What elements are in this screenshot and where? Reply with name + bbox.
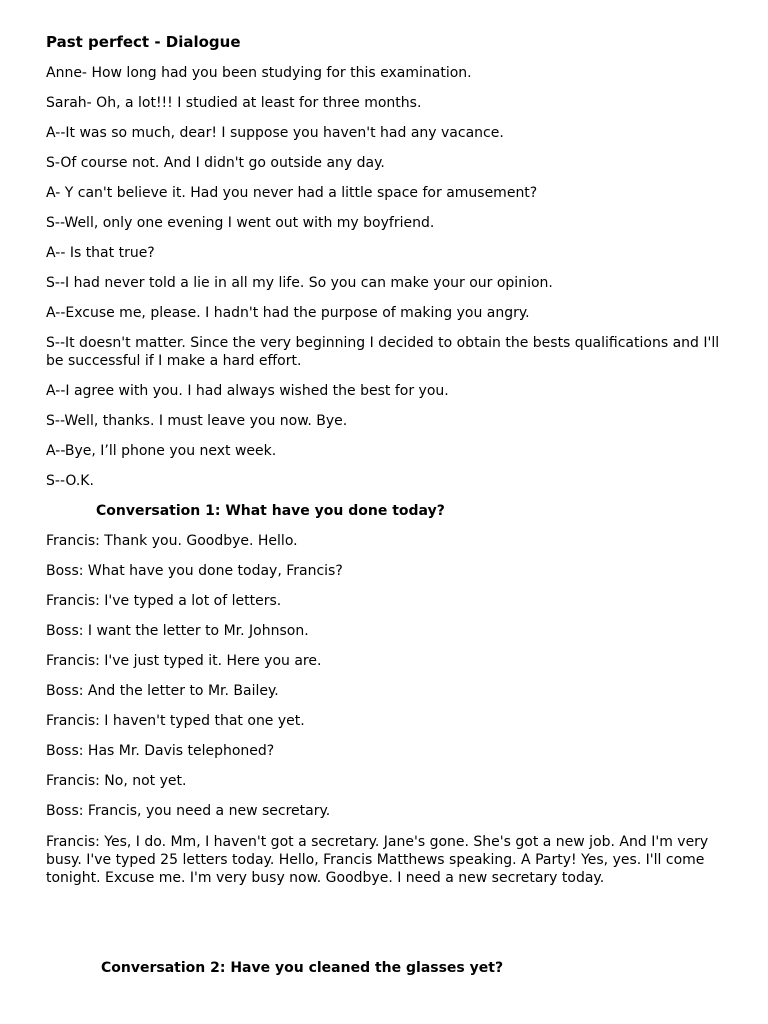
conversation-line: Boss: Francis, you need a new secretary. — [46, 803, 331, 819]
dialogue-line: Sarah- Oh, a lot!!! I studied at least for three months. — [46, 95, 422, 111]
conversation-line: Boss: And the letter to Mr. Bailey. — [46, 683, 279, 699]
conversation-line: Francis: No, not yet. — [46, 773, 187, 789]
dialogue-line: Anne- How long had you been studying for this examination. — [46, 65, 472, 81]
conversation-1-heading: Conversation 1: What have you done today? — [96, 503, 445, 519]
conversation-2-heading: Conversation 2: Have you cleaned the glasses yet? — [101, 960, 504, 976]
dialogue-line: S--Well, only one evening I went out with my boyfriend. — [46, 215, 435, 231]
dialogue-line: A--It was so much, dear! I suppose you haven't had any vacance. — [46, 125, 504, 141]
dialogue-line: A--I agree with you. I had always wished the best for you. — [46, 383, 449, 399]
dialogue-line: A-- Is that true? — [46, 245, 155, 261]
dialogue-line: S--I had never told a lie in all my life. So you can make your our opinion. — [46, 275, 553, 291]
dialogue-line: S--O.K. — [46, 473, 94, 489]
conversation-line: Francis: Yes, I do. Mm, I haven't got a secretary. Jane's gone. She's got a new job. And I'm very busy. I've typed 25 letters today. Hello, Francis Matthews speaking. A Party! Yes, yes. I'll come tonight. Excuse me. I'm very busy now. Goodbye. I need a new secretary today. — [46, 834, 709, 886]
dialogue-line: A--Excuse me, please. I hadn't had the purpose of making you angry. — [46, 305, 530, 321]
page-title: Past perfect - Dialogue — [46, 33, 241, 51]
conversation-line: Francis: I've typed a lot of letters. — [46, 593, 282, 609]
dialogue-line: A--Bye, I’ll phone you next week. — [46, 443, 277, 459]
conversation-line: Francis: I haven't typed that one yet. — [46, 713, 305, 729]
conversation-line: Boss: What have you done today, Francis? — [46, 563, 343, 579]
conversation-line: Francis: Thank you. Goodbye. Hello. — [46, 533, 298, 549]
dialogue-line: S--Well, thanks. I must leave you now. Bye. — [46, 413, 348, 429]
conversation-line: Boss: Has Mr. Davis telephoned? — [46, 743, 275, 759]
dialogue-line: S--It doesn't matter. Since the very beginning I decided to obtain the bests qualifications and I'll be successful if I make a hard effort. — [46, 335, 720, 369]
conversation-line: Boss: I want the letter to Mr. Johnson. — [46, 623, 309, 639]
dialogue-line: S-Of course not. And I didn't go outside any day. — [46, 155, 385, 171]
dialogue-line: A- Y can't believe it. Had you never had a little space for amusement? — [46, 185, 538, 201]
conversation-line: Francis: I've just typed it. Here you are. — [46, 653, 322, 669]
